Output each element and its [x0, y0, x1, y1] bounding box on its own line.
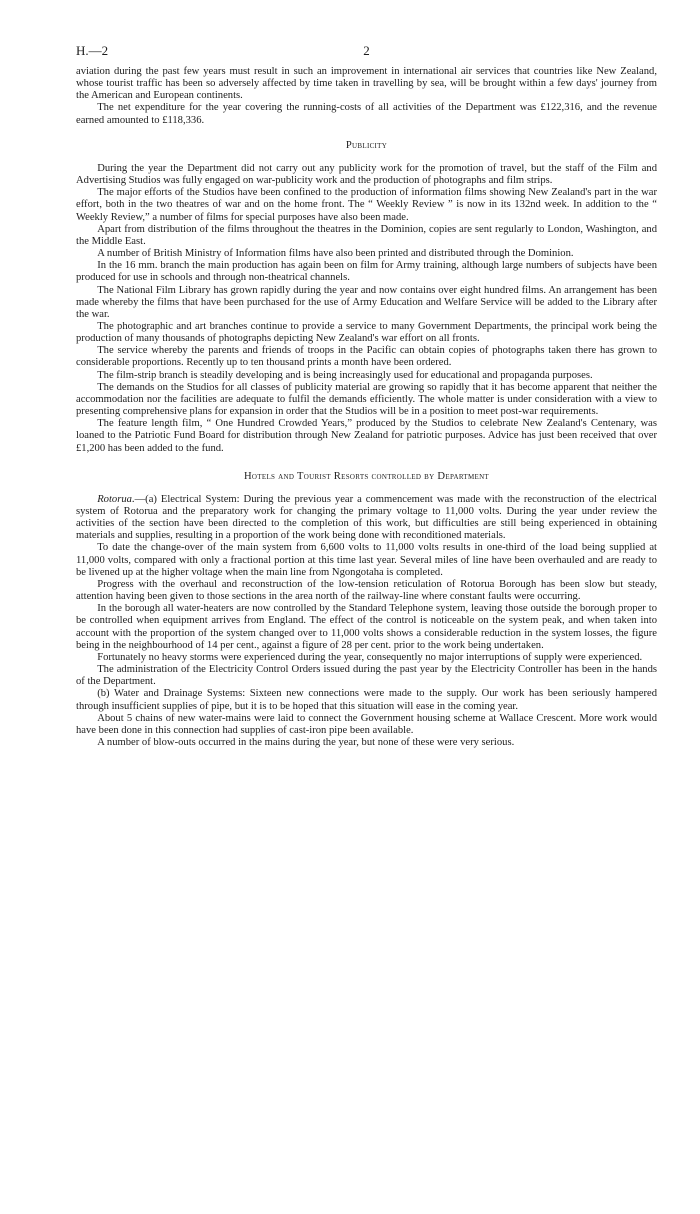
- paragraph: The major efforts of the Studios have been confined to the production of information films showing New Zealand's part in the war effort, both in the two theatres of war and on the home front. The “ Weekly Review ” is now in its 132nd week. In addition to the “ Weekly Review,” a number of films for special purposes have also been made.: [76, 187, 657, 223]
- paragraph: The demands on the Studios for all classes of publicity material are growing so rapidly that it has become apparent that neither the accommodation nor the facilities are adequate to fulfil the demands efficiently. The whole matter is under consideration with a view to presenting comprehensive plans for expansion in order that the Studios will be in a position to meet post-war requirements.: [76, 381, 657, 418]
- paragraph: A number of blow-outs occurred in the mains during the year, but none of these were very serious.: [97, 736, 515, 748]
- paragraph: In the borough all water-heaters are now controlled by the Standard Telephone system, leaving those outside the borough proper to be controlled when equipment arrives from England. The effect of the control is noticeable on the system peak, and when taken into account with the proportion of the system changed over to 11,000 volts shows a considerable reduction in the system losses, the figure being in the neighbourhood of 14 per cent., against a figure of 28 per cent. prior to the work being undertaken.: [76, 603, 657, 651]
- paragraph: The photographic and art branches continue to provide a service to many Government Departments, the principal work being the production of many thousands of photographs depicting New Zealand's war effort on all fronts.: [76, 320, 657, 345]
- paragraph: A number of British Ministry of Information films have also been printed and distributed through the Dominion.: [97, 248, 574, 260]
- paragraph: About 5 chains of new water-mains were laid to connect the Government housing scheme at Wallace Crescent. More work would have been done in this connection had supplies of cast-iron pipe been available.: [76, 712, 657, 736]
- paragraph: In the 16 mm. branch the main production has again been on film for Army training, although large numbers of subjects have been produced for use in schools and through non-theatrical channels.: [76, 260, 657, 284]
- paragraph: The service whereby the parents and friends of troops in the Pacific can obtain copies of photographs taken there has grown to considerable proportions. Recently up to ten thousand prints a month have been ordered.: [76, 345, 657, 369]
- document-code: H.—2: [76, 43, 109, 58]
- rotorua-paragraph-text: .—(a) Electrical System: During the previous year a commencement was made with the reconstruction of the electrical system of Rotorua and the preparatory work for changing the primary voltage to 11,000 volts. During the year under review the activities of the section have been directed to the completion of this work, but difficulties are still being experienced in obtaining materials and supplies, resulting in a proportion of the work being done with reconditioned materials.: [76, 493, 657, 542]
- paragraph: The feature length film, “ One Hundred Crowded Years,” produced by the Studios to celebrate New Zealand's Centenary, was loaned to the Patriotic Fund Board for distribution through New Zealand for patriotic purposes. Advice has just been received that over £1,200 has been added to the fund.: [76, 418, 657, 454]
- paragraph: The film-strip branch is steadily developing and is being increasingly used for educational and propaganda purposes.: [97, 369, 593, 381]
- paragraph: During the year the Department did not carry out any publicity work for the promotion of travel, but the staff of the Film and Advertising Studios was fully engaged on war-publicity work and the production of photographs and film strips.: [76, 162, 657, 187]
- intro-paragraph-continued: aviation during the past few years must result in such an improvement in international air services that countries like New Zealand, whose tourist traffic has been so adversely affected by time taken in travelling by sea, will be brought within a few days' journey from the American and European continents.: [76, 66, 657, 102]
- paragraph: The National Film Library has grown rapidly during the year and now contains over eight hundred films. An arrangement has been made whereby the films that have been purchased for the use of Army Education and Welfare Service will be added to the Library after the war.: [76, 284, 657, 320]
- paragraph: The administration of the Electricity Control Orders issued during the past year by the Electricity Controller has been in the hands of the Department.: [76, 664, 657, 688]
- page-header: [76, 43, 657, 59]
- rotorua-paragraph: [76, 494, 657, 543]
- body-text: [76, 66, 657, 749]
- rotorua-label: Rotorua: [97, 493, 132, 505]
- paragraph: Apart from distribution of the films throughout the theatres in the Dominion, copies are sent regularly to London, Washington, and the Middle East.: [76, 223, 657, 247]
- page-number: 2: [363, 43, 370, 58]
- paragraph: (b) Water and Drainage Systems: Sixteen new connections were made to the supply. Our work has been seriously hampered through insufficient supplies of pipe, but it is to be hoped that this situation will ease in the coming year.: [76, 688, 657, 712]
- paragraph: Progress with the overhaul and reconstruction of the low-tension reticulation of Rotorua Borough has been slow but steady, attention having been given to those sections in the area north of the railway-line where constant faults were occurring.: [76, 578, 657, 603]
- hotels-heading: Hotels and Tourist Resorts controlled by Department: [243, 470, 490, 482]
- intro-paragraph-expenditure: The net expenditure for the year covering the running-costs of all activities of the Department was £122,316, and the revenue earned amounted to £118,336.: [76, 102, 657, 126]
- publicity-heading: Publicity: [345, 139, 388, 151]
- paragraph: Fortunately no heavy storms were experienced during the year, consequently no major interruptions of supply were experienced.: [97, 651, 643, 663]
- paragraph: To date the change-over of the main system from 6,600 volts to 11,000 volts results in one-third of the load being supplied at 11,000 volts, compared with only a fractional portion at this time last year. Several miles of line have been overhauled and are ready to be livened up at the higher voltage when the main line from Ngongotaha is completed.: [76, 542, 657, 578]
